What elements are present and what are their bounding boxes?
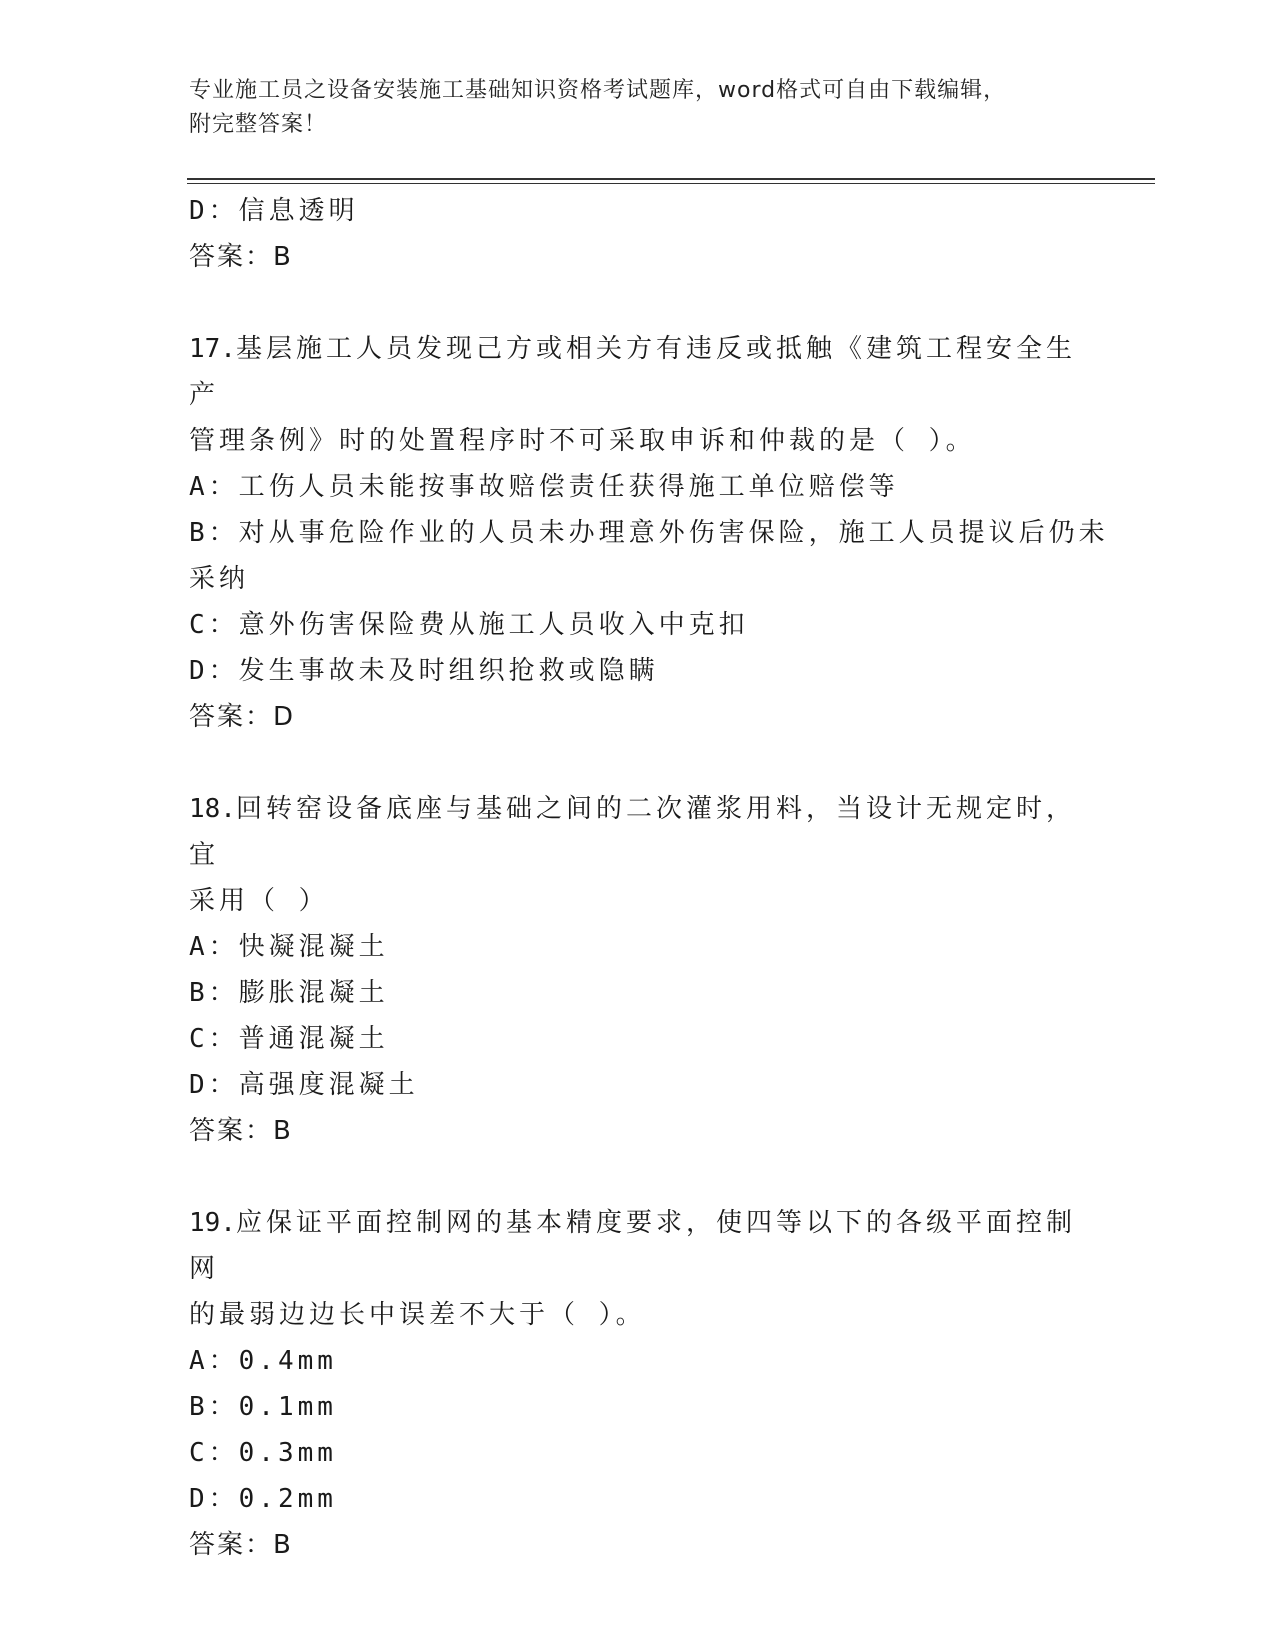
option-a: A：工伤人员未能按事故赔偿责任获得施工单位赔偿等 [189, 472, 899, 502]
option-b: B：0.1mm [189, 1392, 337, 1422]
header-line-1: 专业施工员之设备安装施工基础知识资格考试题库，word格式可自由下载编辑， [189, 78, 1007, 103]
option-b-line-1: B：对从事危险作业的人员未办理意外伤害保险，施工人员提议后仍未 [189, 518, 1109, 548]
question-stem [189, 1200, 1089, 1292]
question-stem-line-1: 应保证平面控制网的基本精度要求，使四等以下的各级平面控制网 [189, 1208, 1076, 1284]
option-d: D：信息透明 [189, 196, 359, 226]
question-stem-line-1: 回转窑设备底座与基础之间的二次灌浆用料，当设计无规定时，宜 [189, 794, 1076, 870]
answer-line: 答案：B [189, 242, 293, 272]
question-stem [189, 326, 1089, 418]
option-b: B：膨胀混凝土 [189, 978, 389, 1008]
option-b-line-2: 采纳 [189, 564, 250, 594]
option-a: A：0.4mm [189, 1346, 337, 1376]
answer-line: 答案：D [189, 702, 296, 732]
question-stem-line-2: 采用（ ） [189, 886, 329, 916]
header-divider-thin [187, 183, 1155, 184]
option-c: C：普通混凝土 [189, 1024, 389, 1054]
header-divider-thick [187, 178, 1155, 180]
header-line-2: 附完整答案！ [189, 112, 328, 137]
option-d: D：发生事故未及时组织抢救或隐瞒 [189, 656, 659, 686]
question-stem-line-2: 管理条例》时的处置程序时不可采取申诉和仲裁的是（ ）。 [189, 426, 976, 456]
option-d: D：0.2mm [189, 1484, 337, 1514]
option-c: C：意外伤害保险费从施工人员收入中克扣 [189, 610, 749, 640]
answer-line: 答案：B [189, 1116, 293, 1146]
document-header [189, 74, 1089, 142]
document-body [189, 188, 1109, 1568]
question-18 [189, 786, 1089, 1154]
question-stem-line-1: 基层施工人员发现己方或相关方有违反或抵触《建筑工程安全生产 [189, 334, 1076, 410]
question-stem [189, 786, 1089, 878]
option-d: D：高强度混凝土 [189, 1070, 419, 1100]
question-number: 17. [189, 334, 236, 364]
question-19 [189, 1200, 1089, 1568]
question-number: 19. [189, 1208, 236, 1238]
question-stem-line-2: 的最弱边边长中误差不大于（ ）。 [189, 1300, 646, 1330]
answer-line: 答案：B [189, 1530, 293, 1560]
option-a: A：快凝混凝土 [189, 932, 389, 962]
question-17 [189, 326, 1109, 740]
question-number: 18. [189, 794, 236, 824]
option-c: C：0.3mm [189, 1438, 337, 1468]
previous-question-tail [189, 188, 1089, 280]
